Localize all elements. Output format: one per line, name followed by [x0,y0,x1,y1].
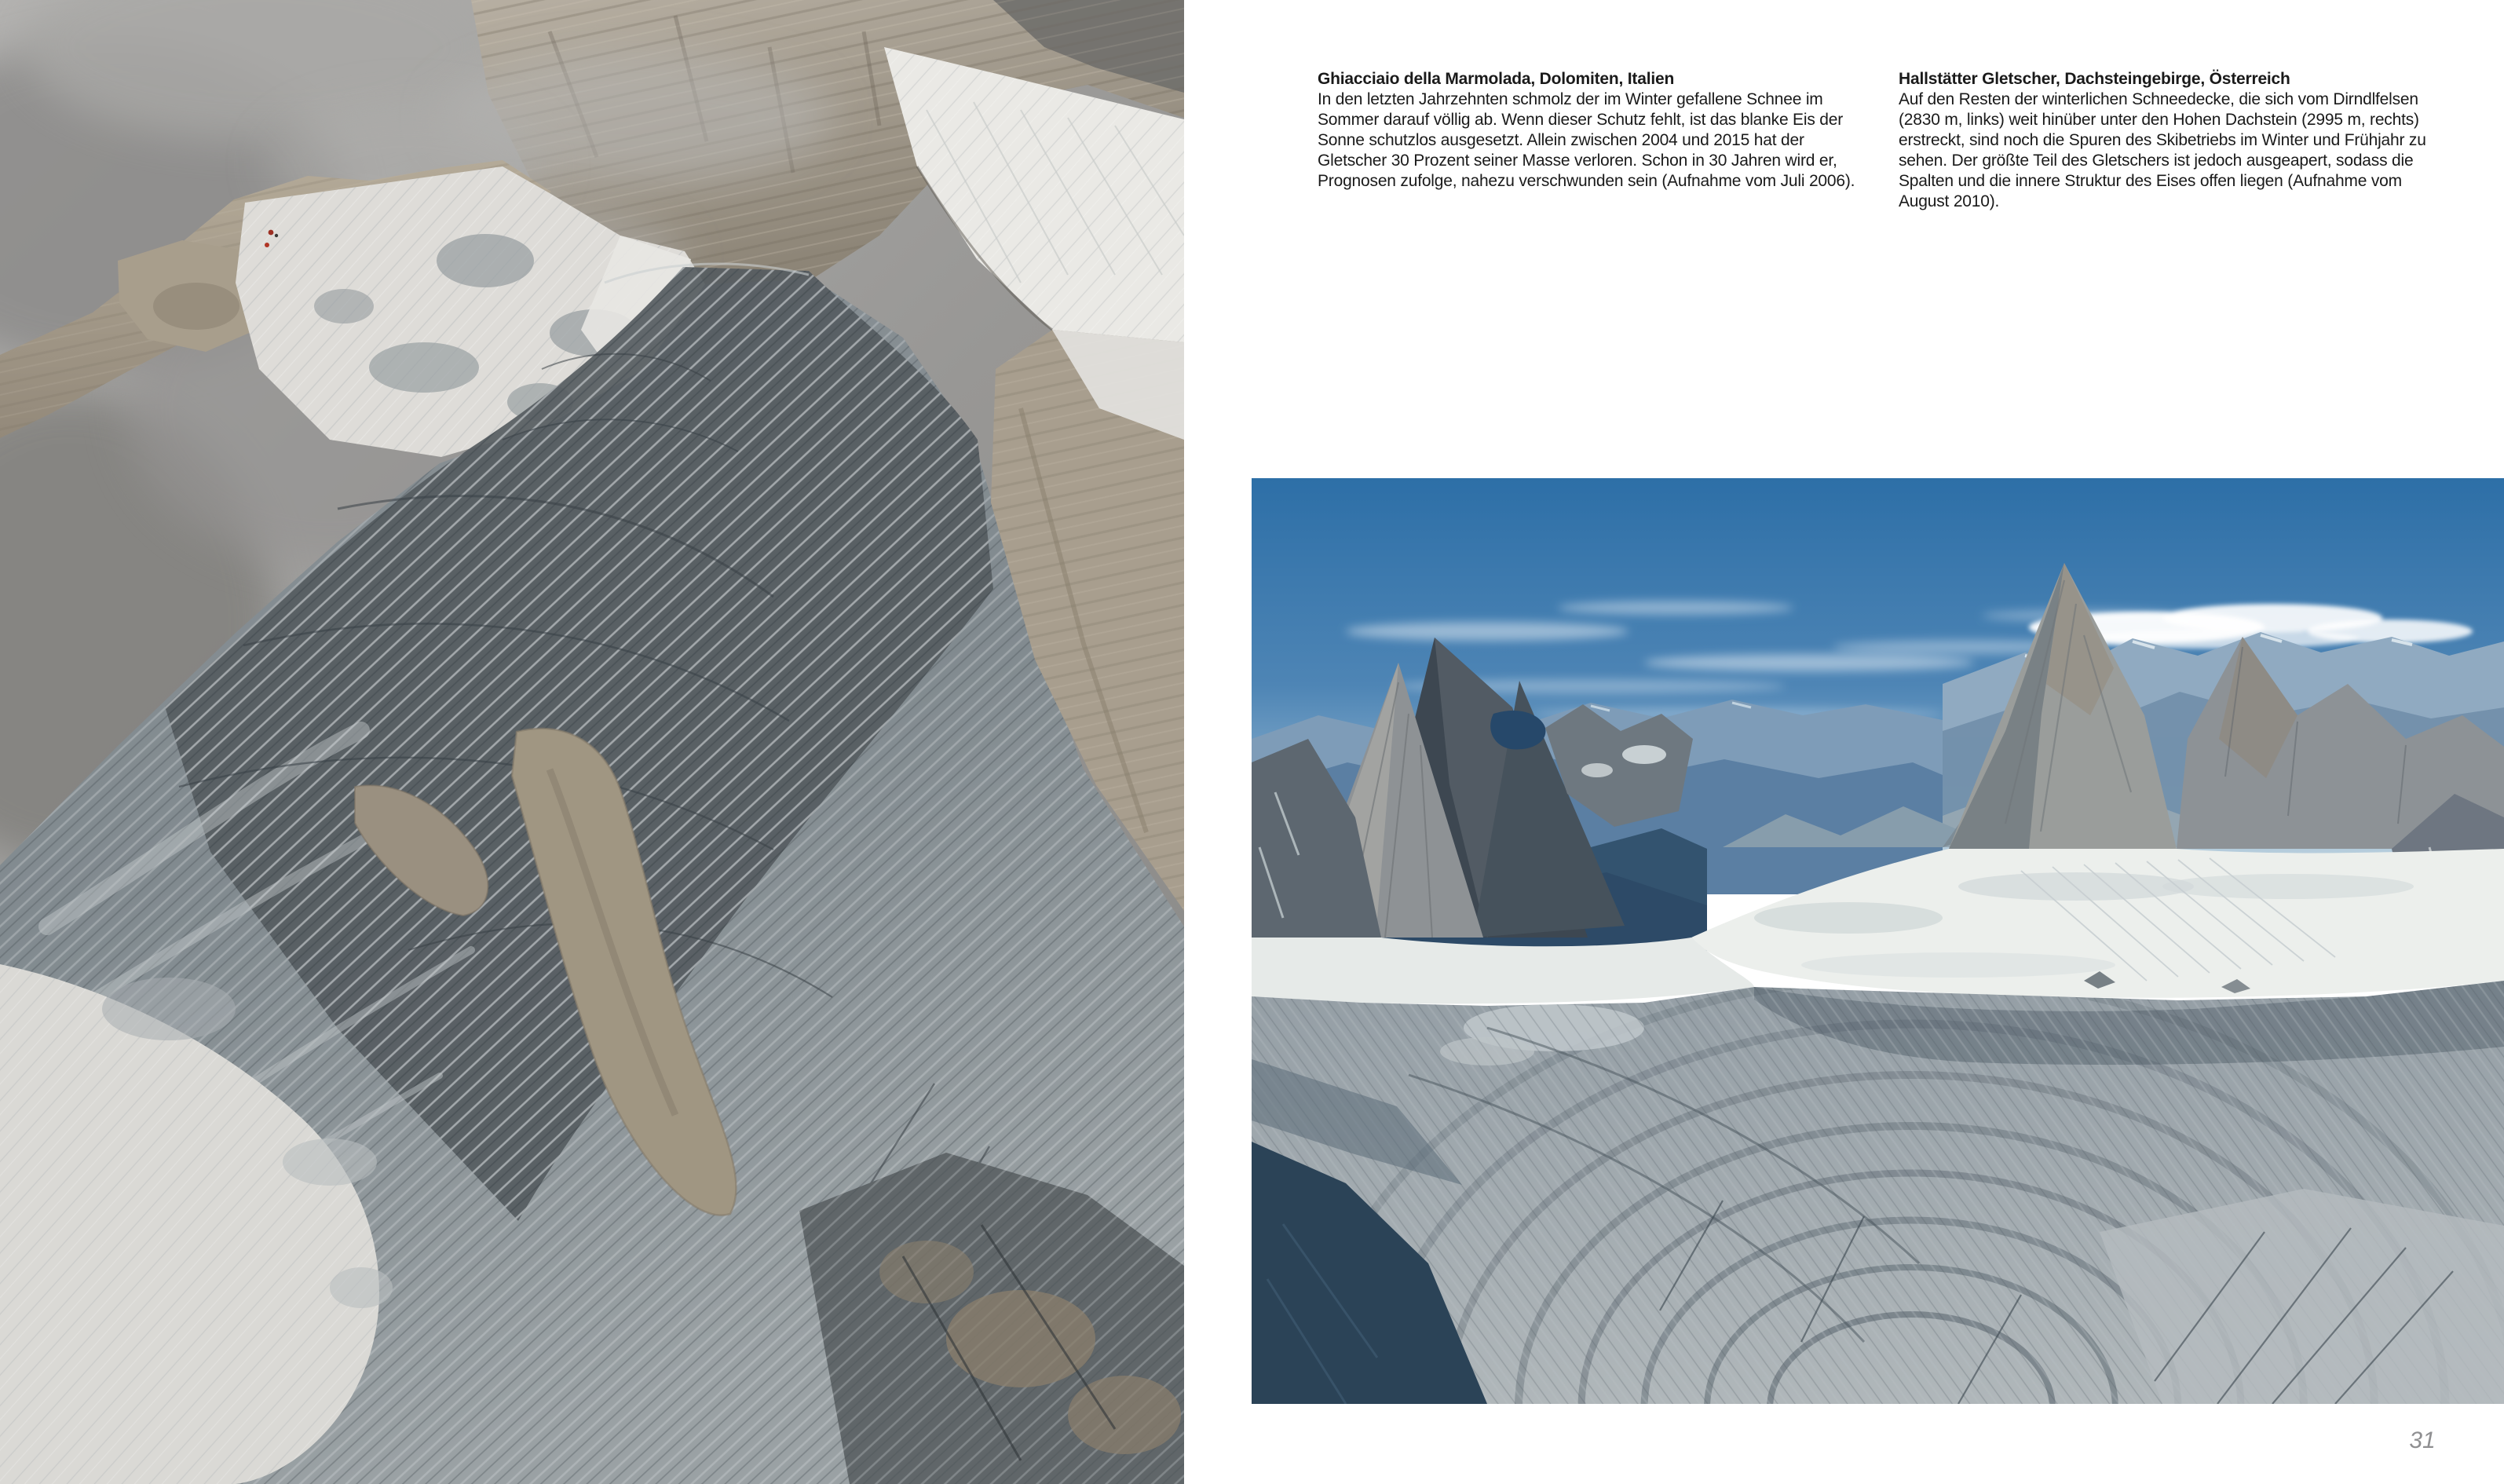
page-number: 31 [2409,1427,2436,1453]
caption-hallstaetter-title: Hallstätter Gletscher, Dachsteingebirge, Österreich [1899,70,2290,88]
marmolada-photo [0,0,1184,1484]
caption-marmolada-body: In den letzten Jahrzehnten schmolz der im Winter gefallene Schnee im Sommer darauf völlig ab. Wenn dieser Schutz fehlt, ist das blanke Eis der Sonne schutzlos ausgesetzt. Allein zwischen 2004 und 2015 hat der Gletscher 30 Prozent seiner Masse verloren. Schon in 30 Jahren wird er, Prognosen zufolge, nahezu verschwunden sein (Aufnahme vom Juli 2006). [1318,90,1855,190]
caption-hallstaetter [1899,69,2455,212]
marmolada-photo-graphic [0,0,1184,1484]
caption-hallstaetter-body: Auf den Resten der winterlichen Schneedecke, die sich vom Dirndlfelsen (2830 m, links) weit hinüber unter den Hohen Dachstein (2995 m, rechts) erstreckt, sind noch die Spuren des Skibetriebs im Winter und Frühjahr zu sehen. Der größte Teil des Gletschers ist jedoch ausgeapert, sodass die Spalten und die innere Struktur des Eises offen liegen (Aufnahme vom August 2010). [1899,90,2426,210]
hallstaetter-photo-graphic [1252,478,2504,1404]
hallstaetter-photo [1252,478,2504,1404]
glacier-body [1252,977,2504,1404]
caption-marmolada-title: Ghiacciaio della Marmolada, Dolomiten, Italien [1318,70,1675,88]
caption-marmolada [1318,69,1866,192]
